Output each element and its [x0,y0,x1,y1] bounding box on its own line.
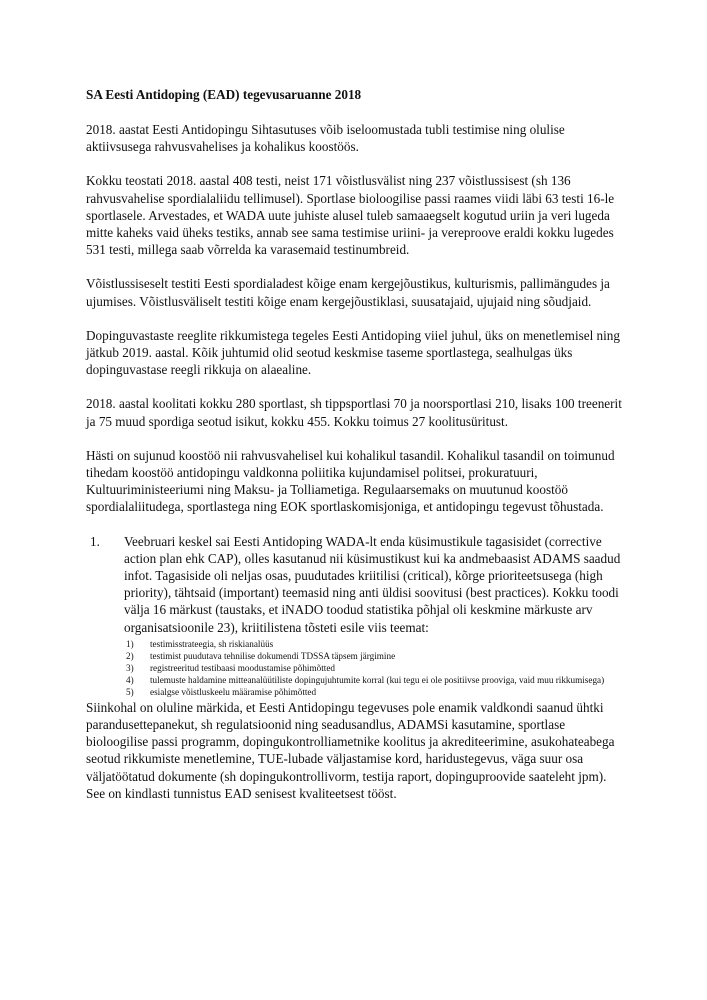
sub-list-item [124,650,626,662]
sub-list-item [124,674,626,686]
list-item [86,533,626,698]
critical-topics-list [124,638,626,698]
list-item-number: 1. [90,533,100,549]
document-body [86,86,626,802]
sub-list-item [124,638,626,650]
sub-list-number: 4) [126,674,134,685]
cooperation-paragraph: Hästi on sujunud koostöö nii rahvusvahelisel kui kohalikul tasandil. Kohalikul tasandil on toimunud tihedam koostöö antidopingu valdkonna poliitika kujundamisel politsei, prokuratuuri, Kultuuriministeeriumi ning Maksu- ja Tolliametiga. Regulaarsemaks on muutunud koostöö spordialaliitudega, sportlastega ning EOK sportlaskomisjoniga, et antidopingu tegevust tõhustada. [86,447,615,515]
sub-list-text: registreeritud testibaasi moodustamise põhimõtted [150,662,335,673]
document-title: SA Eesti Antidoping (EAD) tegevusaruanne 2018 [86,87,362,102]
intro-paragraph: 2018. aastat Eesti Antidopingu Sihtasutuses võib iseloomustada tubli testimise ning olulise aktiivsusega rahvusvahelises ja kohalikus koostöös. [86,122,565,155]
sub-list-text: tulemuste haldamine mitteanalüütiliste dopingujuhtumite korral (kui tegu ei ole positiivse prooviga, vaid muu rikkumisega) [150,674,605,685]
numbered-list [86,533,626,698]
sub-list-item [124,662,626,674]
sub-list-number: 3) [126,662,134,673]
sub-list-text: testimist puudutava tehnilise dokumendi TDSSA täpsem järgimine [150,650,396,661]
list-item-text: Veebruari keskel sai Eesti Antidoping WADA-lt enda küsimustikule tagasisidet (corrective action plan ehk CAP), olles kasutanud nii küsimustikust kui ka andmebaasist ADAMS saadud infot. Tagasiside oli neljas osas, puudutades kriitilisi (critical), kõrge prioriteetsusega (high priority), tähtsaid (important) teemasid ning anti üldisi soovitusi (best practices). Kokku toodi välja 16 märkust (taustaks, et iNADO toodud statistika põhjal oli keskmine märkuste arv organisatsioonile 23), kriitilistena tõsteti esile viis teemat: [124,533,621,635]
education-paragraph: 2018. aastal koolitati kokku 280 sportlast, sh tippsportlasi 70 ja noorsportlasi 210, lisaks 100 treenerit ja 75 muud spordiga seotud isikut, kokku 455. Kokku toimus 27 koolitusüritust. [86,396,622,429]
sub-list-number: 1) [126,638,134,649]
sub-list-item [124,686,626,698]
testing-paragraph: Kokku teostati 2018. aastal 408 testi, neist 171 võistlusvälist ning 237 võistlussisest (sh 136 rahvusvahelise spordialaliidu tellimusel). Sportlase bioloogilise passi raames viidi läbi 63 testi 16-le sportlasele. Arvestades, et WADA uute juhiste alusel tuleb samaaegselt kogutud uriin ja veri lugeda mitte kaheks vaid üheks testiks, annab see sama testimise uriini- ja vereproove eraldi kokku lugedes 531 testi, millega saab võrrelda ka varasemaid testinumbreid. [86,173,615,258]
sub-list-number: 5) [126,686,134,697]
violations-paragraph: Dopinguvastaste reeglite rikkumistega tegeles Eesti Antidoping viiel juhul, üks on menetlemisel ning jätkub 2019. aastal. Kõik juhtumid olid seotud keskmise taseme sportlastega, sealhulgas üks dopinguvastase reegli rikkuja on alaealine. [86,327,620,378]
sports-tested-paragraph: Võistlussiseselt testiti Eesti spordialadest kõige enam kergejõustikus, kulturismis, pallimängudes ja ujumises. Võistlusväliselt testiti kõige enam kergejõustiklasi, suusatajaid, ujujaid ning sõudjaid. [86,276,610,309]
sub-list-number: 2) [126,650,134,661]
sub-list-text: esialgse võistluskeelu määramise põhimõtted [150,686,317,697]
closing-paragraph: Siinkohal on oluline märkida, et Eesti Antidopingu tegevuses pole enamik valdkondi saanud ühtki parandusettepanekut, sh regulatsioonid ning seadusandlus, ADAMSi kasutamine, sportlase bioloogilise passi programm, dopingukontrolliametnike koolitus ja akrediteerimine, asukohateabega seotud rikkumiste menetlemine, TUE-lubade väljastamise kord, haridustegevus, väga suur osa väljatöötatud dokumente (sh dopingukontrollivorm, testija raport, dopinguproovide saateleht jpm). See on kindlasti tunnistus EAD senisest kvaliteetsest tööst. [86,699,615,801]
sub-list-text: testimisstrateegia, sh riskianalüüs [150,638,274,649]
